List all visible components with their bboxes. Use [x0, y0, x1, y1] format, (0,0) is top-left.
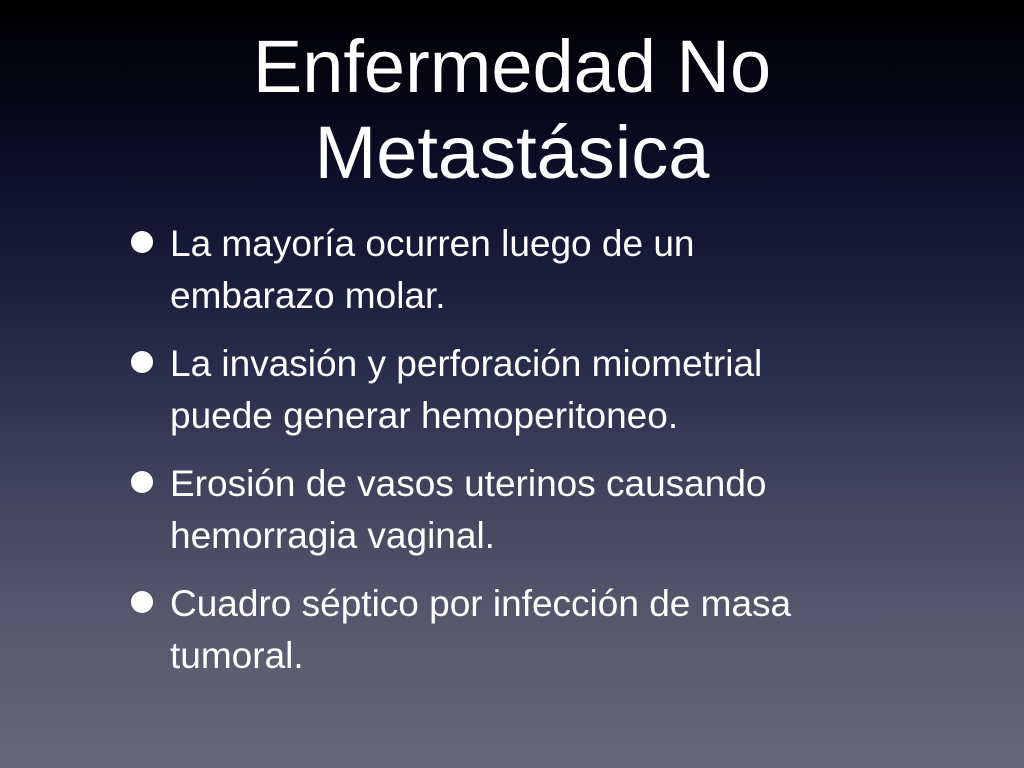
bullet-item: [120, 458, 880, 562]
bullet-text-line-1: La invasión y perforación miometrial: [170, 343, 763, 384]
bullet-text-line-2: embarazo molar.: [170, 275, 446, 316]
bullet-item: [120, 578, 880, 682]
bullet-text-line-2: hemorragia vaginal.: [170, 515, 495, 556]
bullet-text-line-1: La mayoría ocurren luego de un: [170, 223, 695, 264]
bullet-dot-icon: [131, 471, 153, 493]
bullet-text-line-1: Erosión de vasos uterinos causando: [170, 463, 767, 504]
bullet-text-line-1: Cuadro séptico por infección de masa: [170, 583, 792, 624]
bullet-dot-icon: [131, 231, 153, 253]
bullet-item: [120, 218, 880, 322]
slide-title-line-1: Enfermedad No: [252, 25, 772, 108]
bullet-text-line-2: tumoral.: [170, 635, 304, 676]
bullet-dot-icon: [131, 591, 153, 613]
bullet-list: [120, 218, 880, 698]
slide-title: [0, 24, 1024, 196]
bullet-item: [120, 338, 880, 442]
slide-title-line-2: Metastásica: [314, 111, 710, 194]
bullet-text-line-2: puede generar hemoperitoneo.: [170, 395, 679, 436]
bullet-dot-icon: [131, 351, 153, 373]
